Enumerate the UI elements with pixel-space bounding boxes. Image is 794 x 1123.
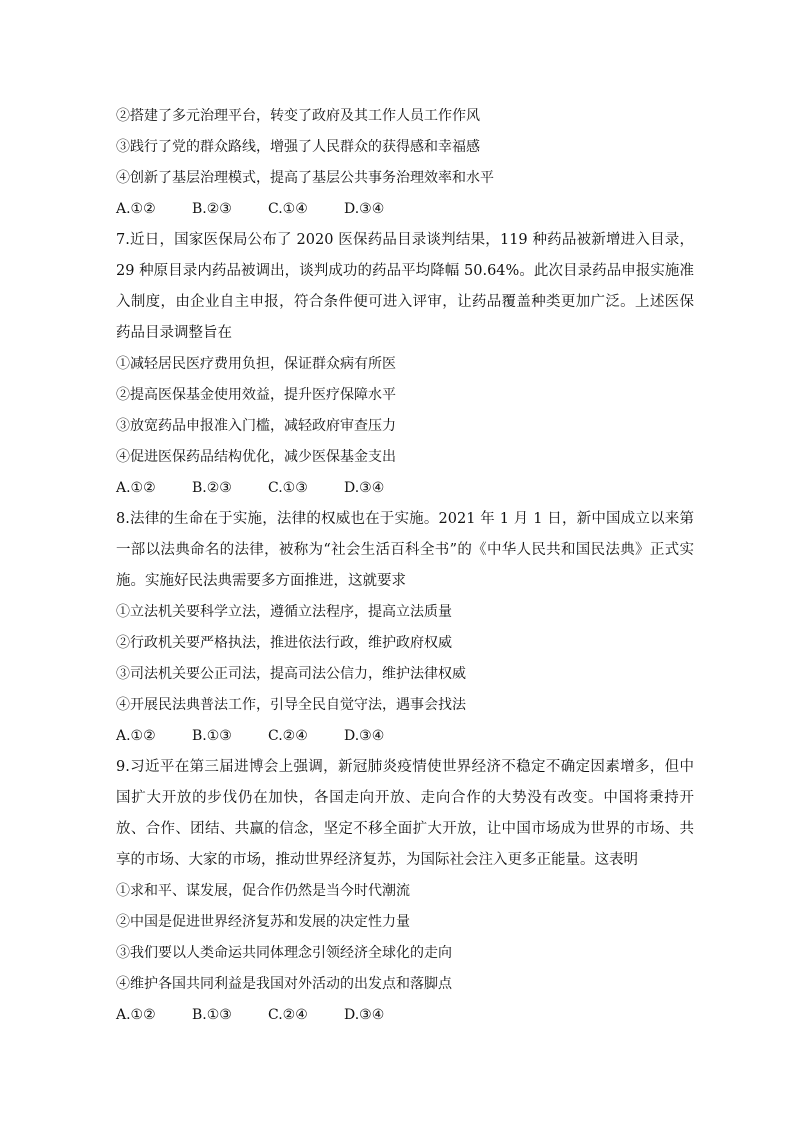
q8-option-a[interactable]: A.①② (116, 728, 156, 744)
q7-stem: 7.近日，国家医保局公布了 2020 医保药品目录谈判结果，119 种药品被新增进入目录，29 种原目录内药品被调出，谈判成功的药品平均降幅 50.64%。此次目录药品申报实施准入制度，由企业自主申报，符合条件便可进入评审，让药品覆盖种类更加广泛。上述医保药品目录调整旨在 (116, 232, 694, 341)
q6-item-2: ②搭建了多元治理平台，转变了政府及其工作人员工作作风 (116, 108, 480, 124)
q9-item-3: ③我们要以人类命运共同体理念引领经济全球化的走向 (116, 945, 452, 961)
q7-options (116, 473, 694, 504)
q9-options (116, 1000, 694, 1031)
q8-options (116, 721, 694, 752)
q7-option-d[interactable]: D.③④ (344, 480, 385, 496)
q9-stem: 9.习近平在第三届进博会上强调，新冠肺炎疫情使世界经济不稳定不确定因素增多，但中国扩大开放的步伐仍在加快，各国走向开放、走向合作的大势没有改变。中国将秉持开放、合作、团结、共赢的信念，坚定不移全面扩大开放，让中国市场成为世界的市场、共享的市场、大家的市场，推动世界经济复苏，为国际社会注入更多正能量。这表明 (116, 759, 694, 868)
q6-option-d[interactable]: D.③④ (344, 201, 385, 217)
q7-option-b[interactable]: B.②③ (192, 480, 232, 496)
q9-option-b[interactable]: B.①③ (192, 1007, 232, 1023)
exam-page (116, 101, 694, 1031)
q6-item-3: ③践行了党的群众路线，增强了人民群众的获得感和幸福感 (116, 139, 480, 155)
q7-item-1: ①减轻居民医疗费用负担，保证群众病有所医 (116, 356, 396, 372)
q9-option-a[interactable]: A.①② (116, 1007, 156, 1023)
q9-item-4: ④维护各国共同利益是我国对外活动的出发点和落脚点 (116, 976, 452, 992)
q6-item-4: ④创新了基层治理模式，提高了基层公共事务治理效率和水平 (116, 170, 494, 186)
q6-option-b[interactable]: B.②③ (192, 201, 232, 217)
q7-item-3: ③放宽药品申报准入门槛，减轻政府审查压力 (116, 418, 396, 434)
q8-item-3: ③司法机关要公正司法，提高司法公信力，维护法律权威 (116, 666, 466, 682)
q9-item-2: ②中国是促进世界经济复苏和发展的决定性力量 (116, 914, 410, 930)
q8-item-4: ④开展民法典普法工作，引导全民自觉守法，遇事会找法 (116, 697, 466, 713)
q9-option-d[interactable]: D.③④ (344, 1007, 385, 1023)
q7-option-c[interactable]: C.①③ (268, 480, 308, 496)
q6-options (116, 194, 694, 225)
q9-option-c[interactable]: C.②④ (268, 1007, 308, 1023)
q8-item-2: ②行政机关要严格执法，推进依法行政，维护政府权威 (116, 635, 452, 651)
q7-item-4: ④促进医保药品结构优化，减少医保基金支出 (116, 449, 396, 465)
q6-option-c[interactable]: C.①④ (268, 201, 308, 217)
q8-option-d[interactable]: D.③④ (344, 728, 385, 744)
q8-option-b[interactable]: B.①③ (192, 728, 232, 744)
q8-item-1: ①立法机关要科学立法，遵循立法程序，提高立法质量 (116, 604, 452, 620)
q8-option-c[interactable]: C.②④ (268, 728, 308, 744)
q7-option-a[interactable]: A.①② (116, 480, 156, 496)
q7-item-2: ②提高医保基金使用效益，提升医疗保障水平 (116, 387, 396, 403)
q9-item-1: ①求和平、谋发展，促合作仍然是当今时代潮流 (116, 883, 410, 899)
q6-option-a[interactable]: A.①② (116, 201, 156, 217)
q8-stem: 8.法律的生命在于实施，法律的权威也在于实施。2021 年 1 月 1 日，新中国成立以来第一部以法典命名的法律，被称为“社会生活百科全书”的《中华人民共和国民法典》正式实施。实施好民法典需要多方面推进，这就要求 (116, 511, 694, 589)
